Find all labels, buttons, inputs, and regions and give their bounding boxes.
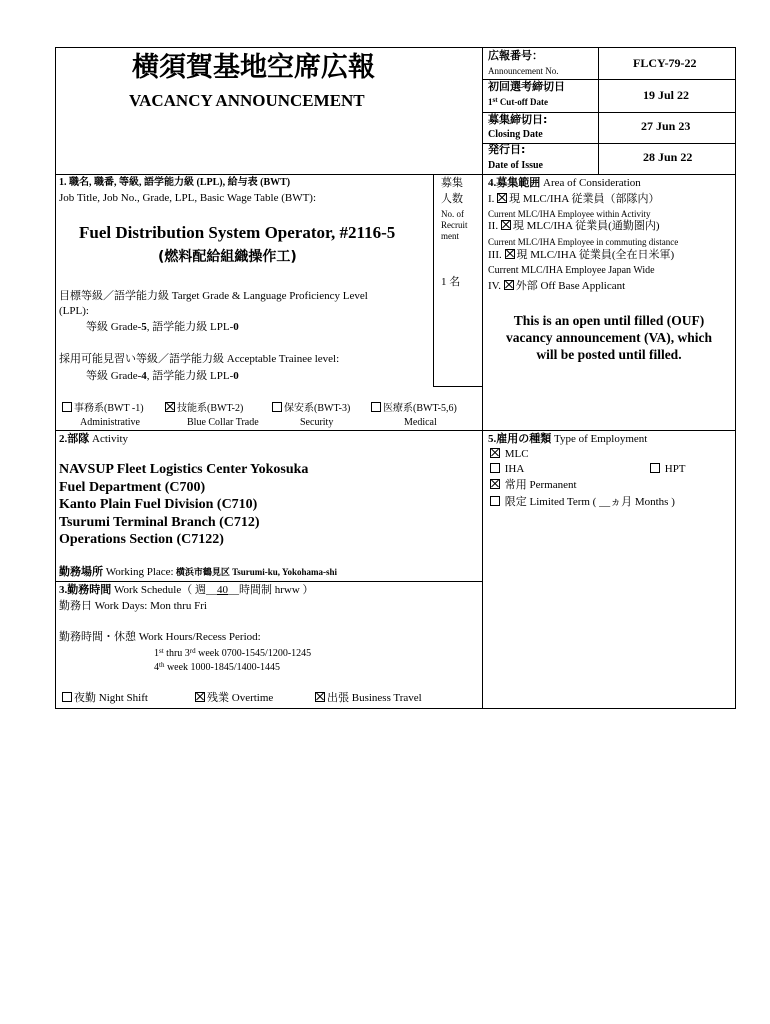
work-hours-week1: [154, 648, 311, 660]
employment-mlc[interactable]: [490, 448, 529, 461]
employment-iha[interactable]: [490, 463, 524, 476]
option-night-shift[interactable]: [62, 692, 148, 705]
activity-lines: [59, 461, 308, 549]
option-label: 夜勤 Night Shift: [74, 692, 148, 704]
section3-heading: 3.勤務時間 Work Schedule（ 週__40__時間制 hrww ）: [59, 584, 314, 596]
trainee-value: [86, 370, 239, 383]
activity-line: Tsurumi Terminal Branch (C712): [59, 514, 260, 530]
closing-label-jp: 募集締切日:: [488, 113, 548, 126]
bwt-option-medical[interactable]: [371, 402, 457, 415]
area-label: 現 MLC/IHA 従業員(全在日米軍): [516, 249, 675, 261]
bwt-option-label: 技能系(BWT-2): [177, 403, 244, 414]
checkbox-checked-icon: [501, 220, 511, 230]
area-item-1[interactable]: [488, 193, 660, 206]
section2-heading-en: Activity: [89, 433, 129, 445]
employment-limited[interactable]: [490, 496, 675, 509]
checkbox-icon: [62, 402, 72, 412]
ouf-notice-line: vacancy announcement (VA), which: [505, 330, 712, 345]
ouf-notice: [482, 312, 736, 363]
issue-label-jp: 発行日:: [488, 143, 526, 156]
working-place: [59, 566, 337, 579]
target-grade-label: 目標等級／語学能力級 Target Grade & Language Proficiency Level: [59, 290, 368, 302]
employment-label: 限定 Limited Term ( __ヵ月 Months ): [504, 496, 675, 508]
week1-pre: 1: [154, 648, 159, 659]
option-business-travel[interactable]: [315, 692, 422, 705]
trainee-grade-pre: 等級 Grade-: [86, 370, 142, 382]
checkbox-checked-icon: [165, 402, 175, 412]
bwt-option-medical-sub: Medical: [404, 417, 437, 428]
cutoff-label-en-sup: st: [492, 96, 498, 104]
job-title-jp: (燃料配給組織操作工): [158, 249, 297, 265]
activity-line: Kanto Plain Fuel Division (C710): [59, 497, 258, 512]
option-overtime[interactable]: [195, 692, 273, 705]
recruit-label-en2: Recruit: [441, 220, 468, 230]
section5-heading-num: 5.雇用の種類: [488, 433, 552, 445]
divider-main: [482, 47, 483, 709]
bwt-option-blue-collar-sub: Blue Collar Trade: [187, 417, 259, 428]
area-label: 現 MLC/IHA 従業員(通勤圏内): [512, 220, 660, 232]
area-item-1-sub: Current MLC/IHA Employee within Activity: [488, 209, 651, 219]
target-grade-mid: , 語学能力級 LPL-: [146, 321, 234, 333]
area-prefix: III.: [488, 249, 502, 261]
recruit-label-en1: No. of: [441, 209, 464, 219]
section2-heading-num: 2.部隊: [59, 433, 90, 445]
bwt-option-security[interactable]: [272, 402, 350, 415]
divider-line: [55, 430, 736, 431]
area-prefix: II.: [488, 220, 499, 232]
section1-subheading: Job Title, Job No., Grade, LPL, Basic Wage Table (BWT):: [59, 192, 317, 204]
issue-label-en: Date of Issue: [488, 160, 543, 171]
bwt-option-admin-sub: Administrative: [80, 417, 140, 428]
section5-heading: [488, 433, 647, 446]
employment-label: 常用 Permanent: [504, 479, 577, 491]
recruit-label-jp1: 募集: [441, 177, 463, 189]
activity-line: Fuel Department (C700): [59, 479, 206, 495]
checkbox-checked-icon: [505, 249, 515, 259]
target-grade-label2: (LPL):: [59, 305, 89, 317]
work-hours-week4: [154, 662, 280, 674]
area-item-3[interactable]: [488, 249, 674, 262]
checkbox-checked-icon: [497, 193, 507, 203]
closing-date: 27 Jun 23: [641, 119, 691, 133]
divider-line: [55, 581, 482, 582]
area-prefix: I.: [488, 193, 495, 205]
area-item-4[interactable]: [488, 280, 625, 293]
recruit-label-jp2: 人数: [441, 193, 463, 205]
bwt-option-label: 事務系(BWT -1): [74, 403, 144, 414]
trainee-lpl-number: 0: [233, 370, 239, 382]
checkbox-icon: [62, 692, 72, 702]
activity-line: Operations Section (C7122): [59, 532, 224, 547]
section5-heading-en: Type of Employment: [551, 433, 648, 445]
bwt-option-admin[interactable]: [62, 402, 144, 415]
section4-heading: [488, 177, 641, 190]
checkbox-icon: [371, 402, 381, 412]
divider-line: [433, 174, 434, 386]
working-place-value: 横浜市鶴見区 Tsurumi-ku, Yokohama-shi: [173, 567, 337, 577]
week4-pre: 4: [154, 662, 159, 673]
weekly-hours: 40: [217, 584, 228, 596]
option-label: 残業 Overtime: [207, 692, 274, 704]
area-label: 現 MLC/IHA 従業員（部隊内）: [509, 193, 660, 205]
checkbox-icon: [490, 496, 500, 506]
section4-heading-en: Area of Consideration: [540, 177, 641, 189]
section2-heading: [59, 433, 128, 446]
bwt-option-label: 医療系(BWT-5,6): [383, 403, 457, 414]
activity-line: NAVSUP Fleet Logistics Center Yokosuka: [59, 462, 309, 477]
target-grade-number: 5: [141, 321, 147, 333]
checkbox-icon: [650, 463, 660, 473]
checkbox-checked-icon: [490, 479, 500, 489]
closing-label-en: Closing Date: [488, 129, 543, 140]
week1-mid: thru 3: [163, 648, 190, 659]
recruit-count: 1 名: [441, 276, 461, 288]
bwt-option-label: 保安系(BWT-3): [284, 403, 351, 414]
section4-heading-num: 4.募集範囲: [488, 177, 541, 189]
checkbox-checked-icon: [315, 692, 325, 702]
cutoff-label-en-post: Cut-off Date: [497, 97, 549, 107]
section3-heading-num: 3.勤務時間: [59, 584, 112, 596]
checkbox-checked-icon: [504, 280, 514, 290]
employment-label: HPT: [664, 463, 686, 475]
week1-sup1: st: [159, 647, 164, 655]
issue-date: 28 Jun 22: [643, 150, 693, 164]
bwt-option-security-sub: Security: [300, 417, 334, 428]
target-grade-pre: 等級 Grade-: [86, 321, 142, 333]
ouf-notice-line: This is an open until filled (OUF): [513, 313, 705, 328]
target-lpl-number: 0: [233, 321, 239, 333]
divider-line: [433, 386, 482, 387]
week4-post: week 1000-1845/1400-1445: [164, 662, 280, 673]
area-item-3-sub: Current MLC/IHA Employee Japan Wide: [488, 265, 655, 276]
working-place-label-jp: 勤務場所: [59, 566, 103, 578]
working-place-label-en: Working Place:: [103, 566, 174, 578]
week1-post: week 0700-1545/1200-1245: [195, 648, 312, 659]
cutoff-label-jp: 初回選考締切日: [488, 80, 565, 93]
employment-label: IHA: [504, 463, 525, 475]
checkbox-checked-icon: [490, 448, 500, 458]
week4-sup: th: [159, 661, 165, 669]
employment-hpt[interactable]: [650, 463, 686, 476]
week1-sup2: rd: [189, 647, 196, 655]
trainee-grade-number: 4: [141, 370, 147, 382]
option-label: 出張 Business Travel: [327, 692, 422, 704]
cutoff-label-en: [488, 97, 548, 107]
trainee-label: 採用可能見習い等級／語学能力級 Acceptable Trainee level:: [59, 353, 340, 365]
work-days: 勤務日 Work Days: Mon thru Fri: [59, 600, 207, 612]
checkbox-icon: [490, 463, 500, 473]
divider-header: [598, 47, 599, 174]
work-hours-label: 勤務時間・休憩 Work Hours/Recess Period:: [59, 631, 261, 643]
ouf-notice-line: will be posted until filled.: [536, 347, 682, 362]
bwt-option-blue-collar[interactable]: [165, 402, 243, 415]
checkbox-checked-icon: [195, 692, 205, 702]
target-grade-value: [86, 321, 239, 334]
section1-heading: 1. 職名, 職番, 等級, 語学能力級 (LPL), 給与表 (BWT): [59, 177, 291, 188]
employment-label: MLC: [504, 448, 529, 460]
job-title: Fuel Distribution System Operator, #2116-5: [79, 223, 396, 242]
section3-heading-post: 時間制 hrww ）: [239, 584, 314, 596]
checkbox-icon: [272, 402, 282, 412]
area-prefix: IV.: [488, 280, 501, 292]
section3-heading-en: Work Schedule（ 週: [111, 584, 206, 596]
page-title-en: VACANCY ANNOUNCEMENT: [129, 91, 365, 110]
divider-line: [55, 174, 736, 175]
area-label: 外部 Off Base Applicant: [515, 280, 626, 292]
announcement-no-label-jp: 広報番号：: [488, 49, 543, 62]
employment-permanent[interactable]: [490, 479, 577, 492]
cutoff-label-en-pre: 1: [488, 97, 493, 107]
trainee-grade-mid: , 語学能力級 LPL-: [146, 370, 234, 382]
recruit-label-en3: ment: [441, 231, 459, 241]
area-item-2[interactable]: [488, 220, 660, 233]
area-item-2-sub: Current MLC/IHA Employee in commuting distance: [488, 237, 679, 247]
cutoff-date: 19 Jul 22: [643, 88, 690, 102]
announcement-no-value: FLCY-79-22: [633, 56, 697, 70]
page-title-jp: 横須賀基地空席広報: [132, 52, 375, 83]
announcement-no-label-en: Announcement No.: [488, 66, 559, 76]
